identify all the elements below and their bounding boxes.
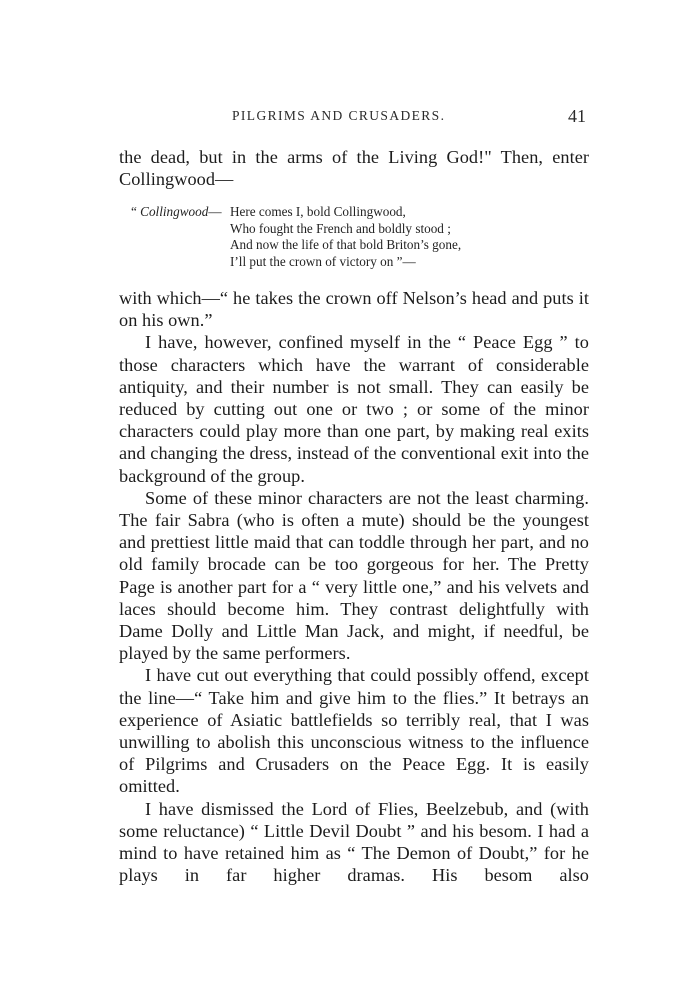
verse-line-text: I’ll put the crown of victory on ”— <box>230 253 416 269</box>
verse-line-text: And now the life of that bold Briton’s gone, <box>230 237 462 253</box>
verse-line-text: Who fought the French and boldly stood ; <box>230 220 451 236</box>
paragraph: I have dismissed the Lord of Flies, Beelzebub, and (with some reluctance) “ Little Devil Doubt ” and his besom. I had a mind to have retained him as “ The Demon of Doubt,” for he plays in far higher dramas. His besom also <box>119 798 589 886</box>
main-text <box>119 287 589 886</box>
verse-open-quote: “ <box>131 204 137 219</box>
verse-dash: — <box>208 204 222 219</box>
verse-speaker-name: Collingwood <box>140 204 209 219</box>
verse-line <box>119 221 589 238</box>
running-title: PILGRIMS AND CRUSADERS. <box>232 108 446 123</box>
opening-text: the dead, but in the arms of the Living God!" Then, enter Collingwood— <box>119 147 589 190</box>
verse-speaker <box>131 204 222 221</box>
page-number: 41 <box>568 106 586 126</box>
paragraph: with which—“ he takes the crown off Nelson’s head and puts it on his own.” <box>119 288 589 331</box>
verse-line <box>119 254 589 271</box>
verse-quotation <box>119 204 589 270</box>
paragraph: I have, however, confined myself in the “ Peace Egg ” to those characters which have the warrant of considerable antiquity, and their number is not small. They can easily be reduced by cutting out one or two ; or some of the minor characters could play more than one part, by making real exits and changing the dress, instead of the conventional exit into the background of the group. <box>119 332 589 486</box>
verse-line <box>119 204 589 221</box>
verse-line-text: Here comes I, bold Collingwood, <box>230 204 406 219</box>
paragraph: Some of these minor characters are not the least charming. The fair Sabra (who is often a mute) should be the youngest and prettiest little maid that can toddle through her part, and no old family brocade can be too gorgeous for her. The Pretty Page is another part for a “ very little one,” and his velvets and laces should become him. They contrast delightfully with Dame Dolly and Little Man Jack, and might, if needful, be played by the same performers. <box>119 487 589 664</box>
running-head <box>0 106 674 130</box>
verse-line <box>119 237 589 254</box>
opening-paragraph <box>119 146 589 190</box>
paragraph: I have cut out everything that could possibly offend, except the line—“ Take him and give him to the flies.” It betrays an experience of Asiatic battlefields so terribly real, that I was unwilling to abolish this unconscious witness to the influence of Pilgrims and Crusaders on the Peace Egg. It is easily omitted. <box>119 665 589 797</box>
